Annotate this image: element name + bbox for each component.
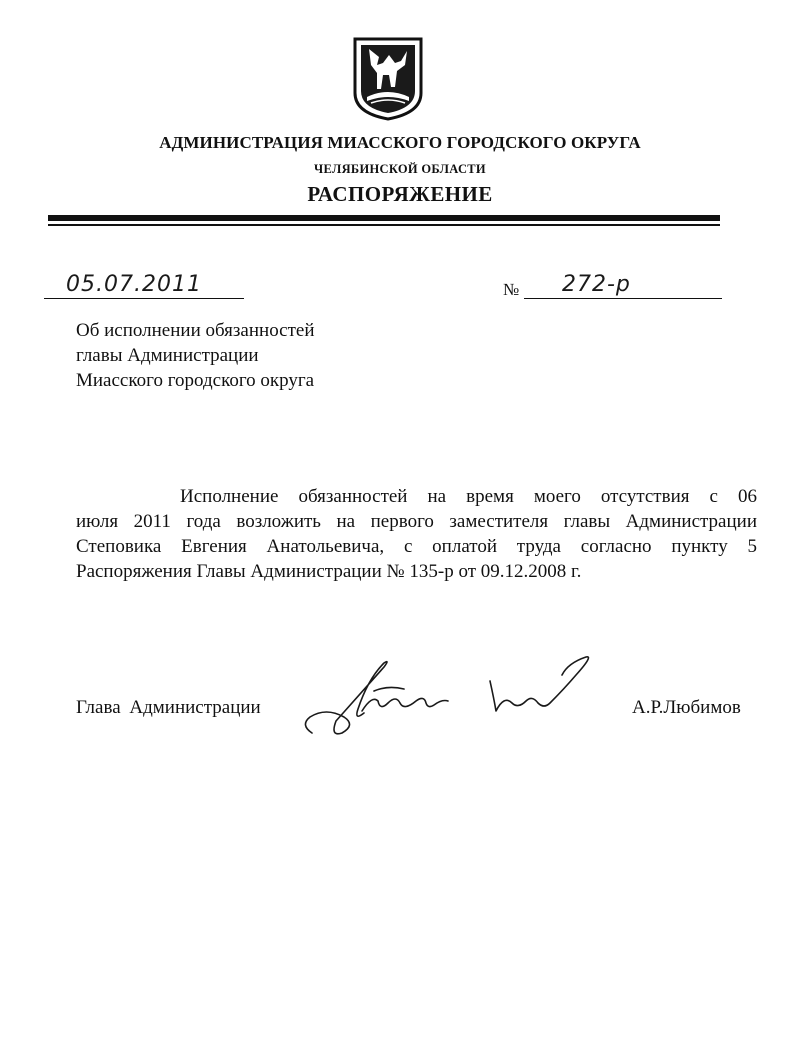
date-value: 05.07.2011 <box>66 272 202 297</box>
document-type: РАСПОРЯЖЕНИЕ <box>307 182 493 206</box>
document-body <box>76 484 757 584</box>
header-divider-thick <box>48 215 720 221</box>
organization-name: АДМИНИСТРАЦИЯ МИАССКОГО ГОРОДСКОГО ОКРУГА <box>159 133 641 152</box>
number-label: № <box>503 280 520 299</box>
document-subject <box>76 318 315 393</box>
body-line: Исполнение обязанностей на время моего отсутствия с 06 <box>180 486 757 507</box>
region-name: ЧЕЛЯБИНСКОЙ ОБЛАСТИ <box>314 162 486 176</box>
subject-line: Об исполнении обязанностей <box>76 320 315 341</box>
body-line: июля 2011 года возложить на первого заместителя главы Администрации <box>76 511 757 532</box>
signatory-name: А.Р.Любимов <box>632 697 741 718</box>
document-number: 272-р <box>562 272 631 297</box>
date-field <box>44 273 244 299</box>
body-line: Степовика Евгения Анатольевича, с оплатой труда согласно пункту 5 <box>76 536 757 557</box>
body-line: Распоряжения Главы Администрации № 135-р от 09.12.2008 г. <box>76 561 582 582</box>
subject-line: главы Администрации <box>76 345 259 366</box>
signatory-title: Глава Администрации <box>76 697 261 718</box>
coat-of-arms-icon <box>349 35 427 121</box>
handwritten-signature-icon <box>292 645 612 745</box>
number-field <box>524 273 722 299</box>
header-divider-thin <box>48 224 720 226</box>
subject-line: Миасского городского округа <box>76 370 315 391</box>
